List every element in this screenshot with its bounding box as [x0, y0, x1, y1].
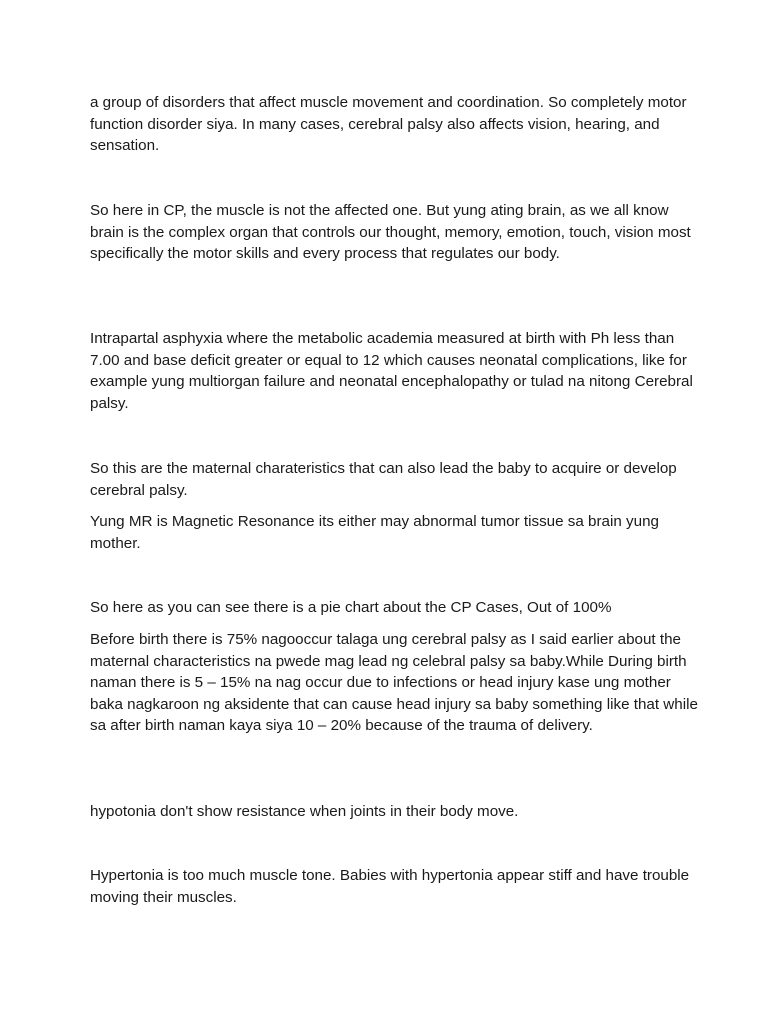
paragraph-hypotonia: hypotonia don't show resistance when joints in their body move.: [90, 803, 519, 820]
paragraph-intrapartal-asphyxia: Intrapartal asphyxia where the metabolic academia measured at birth with Ph less than 7.00 and base deficit greater or equal to 12 which causes neonatal complications, like for example yung multiorgan failure and neonatal encephalopathy or tulad na nitong Cerebral palsy.: [90, 330, 693, 412]
paragraph-hypertonia: Hypertonia is too much muscle tone. Babies with hypertonia appear stiff and have trouble moving their muscles.: [90, 867, 690, 906]
paragraph-cerebral-palsy-definition: a group of disorders that affect muscle movement and coordination. So completely motor function disorder siya. In many cases, cerebral palsy also affects vision, hearing, and sensation.: [90, 94, 687, 154]
paragraph-maternal-characteristics: So this are the maternal charateristics that can also lead the baby to acquire or develop cerebral palsy.: [90, 460, 677, 499]
paragraph-birth-percentages: Before birth there is 75% nagooccur talaga ung cerebral palsy as I said earlier about the maternal characteristics na pwede mag lead ng celebral palsy sa baby.While During birth naman there is 5 – 15% na nag occur due to infections or head injury kase ung mother baka nagkaroon ng aksidente that can cause head injury sa baby something like that while sa after birth naman kaya siya 10 – 20% because of the trauma of delivery.: [90, 631, 698, 734]
paragraph-magnetic-resonance: Yung MR is Magnetic Resonance its either may abnormal tumor tissue sa brain yung mother.: [90, 513, 659, 552]
paragraph-pie-chart-intro: So here as you can see there is a pie chart about the CP Cases, Out of 100%: [90, 599, 612, 616]
paragraph-brain-role: So here in CP, the muscle is not the affected one. But yung ating brain, as we all know brain is the complex organ that controls our thought, memory, emotion, touch, vision most specifically the motor skills and every process that regulates our body.: [90, 202, 691, 262]
